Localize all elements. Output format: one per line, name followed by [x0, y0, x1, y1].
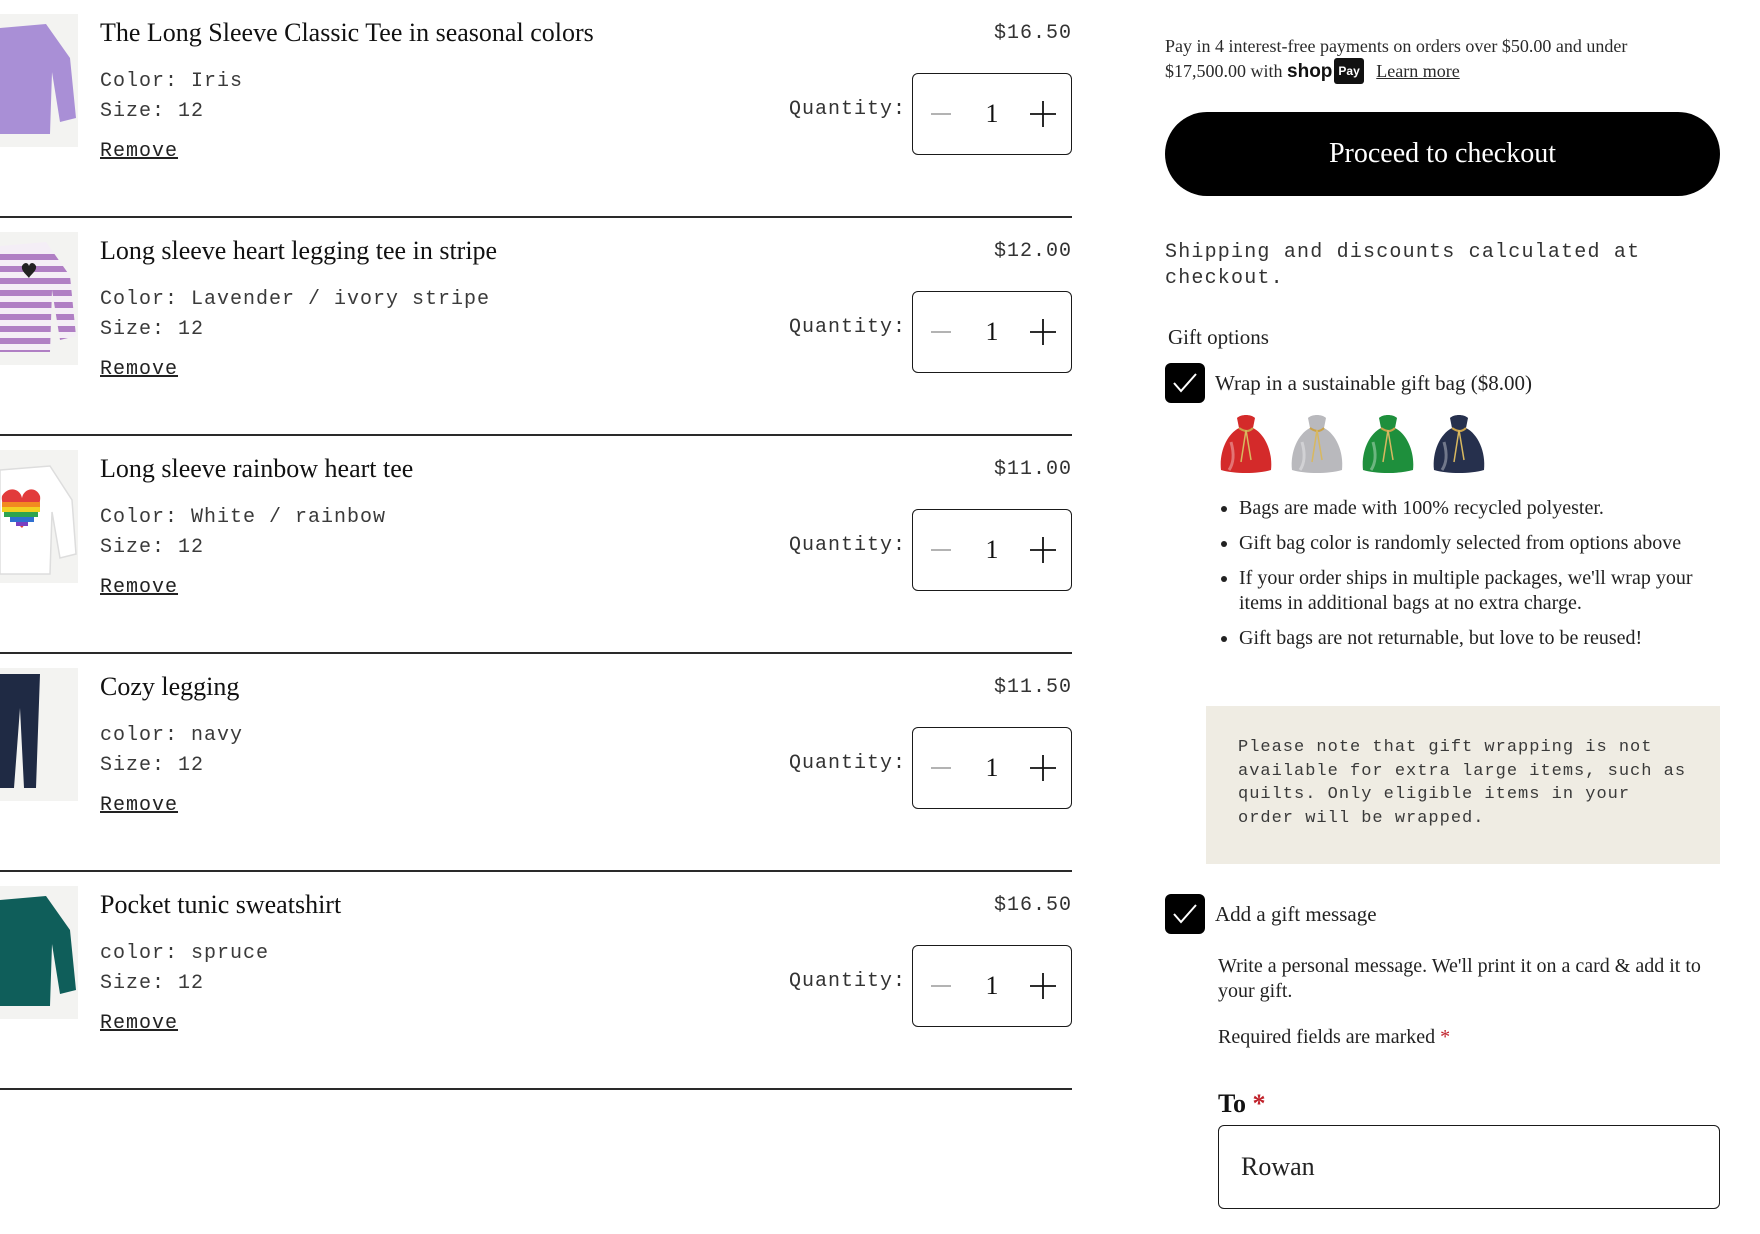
learn-more-link[interactable]: Learn more [1376, 61, 1460, 81]
quantity-value[interactable]: 1 [985, 971, 999, 1000]
cart-item-5 [0, 872, 1072, 1090]
plus-icon [1029, 972, 1057, 1000]
increase-quantity-button[interactable] [1015, 510, 1071, 590]
plus-icon [1029, 536, 1057, 564]
product-image[interactable] [0, 886, 78, 1019]
shipping-note: Shipping and discounts calculated at checkout. [1165, 241, 1641, 290]
plus-icon [1029, 318, 1057, 346]
checkmark-icon [1172, 903, 1198, 925]
product-price: $16.50 [993, 22, 1072, 45]
product-color: color: spruce [100, 942, 270, 965]
gift-bag-swatch [1217, 412, 1275, 476]
product-price: $11.00 [993, 458, 1072, 481]
remove-link[interactable]: Remove [100, 794, 179, 817]
remove-link[interactable]: Remove [100, 576, 179, 599]
increase-quantity-button[interactable] [1015, 292, 1071, 372]
tee-image [0, 450, 78, 583]
increase-quantity-button[interactable] [1015, 728, 1071, 808]
plus-icon [1029, 754, 1057, 782]
product-size: Size: 12 [100, 972, 205, 995]
shirt-image [0, 232, 78, 365]
quantity-stepper [912, 73, 1072, 155]
increase-quantity-button[interactable] [1015, 946, 1071, 1026]
gift-bag-icon [1217, 412, 1275, 476]
decrease-quantity-button[interactable] [913, 510, 969, 590]
product-image[interactable] [0, 668, 78, 801]
cart-item-4 [0, 654, 1072, 872]
product-price: $11.50 [993, 676, 1072, 699]
quantity-value[interactable]: 1 [985, 99, 999, 128]
remove-link[interactable]: Remove [100, 358, 179, 381]
product-title[interactable]: Long sleeve heart legging tee in stripe [100, 236, 498, 265]
gift-wrap-label[interactable]: Wrap in a sustainable gift bag ($8.00) [1215, 371, 1532, 395]
gift-bag-swatch [1430, 412, 1488, 476]
quantity-stepper [912, 727, 1072, 809]
gift-bag-icon [1359, 412, 1417, 476]
gift-bag-info-list [1217, 496, 1729, 661]
legging-image [0, 668, 78, 801]
quantity-value[interactable]: 1 [985, 753, 999, 782]
required-star: * [1252, 1089, 1266, 1118]
gift-bag-icon [1288, 412, 1346, 476]
increase-quantity-button[interactable] [1015, 74, 1071, 154]
product-size: Size: 12 [100, 536, 205, 559]
shirt-image [0, 886, 78, 1019]
product-price: $12.00 [993, 240, 1072, 263]
gift-message-intro: Write a personal message. We'll print it on a card & add it to your gift. [1218, 955, 1701, 1002]
to-label-text: To [1218, 1089, 1246, 1118]
required-star: * [1440, 1026, 1451, 1048]
minus-icon [930, 321, 952, 343]
remove-link[interactable]: Remove [100, 140, 179, 163]
gift-info-item: • Gift bag color is randomly selected from options above [1239, 531, 1729, 556]
product-color: color: navy [100, 724, 244, 747]
gift-options-heading: Gift options [1168, 325, 1269, 349]
minus-icon [930, 103, 952, 125]
shop-pay-logo [1287, 61, 1364, 82]
installments-text: Pay in 4 interest-free payments on orders over $50.00 and under $17,500.00 with [1165, 36, 1628, 81]
cart-item-3 [0, 436, 1072, 654]
quantity-label: Quantity: [788, 98, 906, 121]
product-title[interactable]: Cozy legging [100, 672, 240, 701]
gift-wrap-checkbox[interactable] [1165, 363, 1205, 403]
cart-item-1 [0, 0, 1072, 218]
shop-logo-text: shop [1287, 61, 1333, 82]
quantity-value[interactable]: 1 [985, 317, 999, 346]
minus-icon [930, 539, 952, 561]
product-title[interactable]: The Long Sleeve Classic Tee in seasonal colors [100, 18, 594, 47]
product-color: Color: Lavender / ivory stripe [100, 288, 491, 311]
decrease-quantity-button[interactable] [913, 74, 969, 154]
gift-bag-swatch [1359, 412, 1417, 476]
quantity-label: Quantity: [788, 316, 906, 339]
gift-info-item: • If your order ships in multiple packages, we'll wrap your items in additional bags at no extra charge. [1239, 566, 1729, 616]
gift-bag-options [1217, 412, 1488, 476]
installments-note [1165, 34, 1685, 84]
quantity-value[interactable]: 1 [985, 535, 999, 564]
plus-icon [1029, 100, 1057, 128]
quantity-label: Quantity: [788, 970, 906, 993]
quantity-stepper [912, 291, 1072, 373]
product-title[interactable]: Long sleeve rainbow heart tee [100, 454, 414, 483]
checkmark-icon [1172, 372, 1198, 394]
minus-icon [930, 757, 952, 779]
required-note-text: Required fields are marked [1218, 1026, 1436, 1048]
product-title[interactable]: Pocket tunic sweatshirt [100, 890, 342, 919]
product-color: Color: White / rainbow [100, 506, 387, 529]
cart-item-2 [0, 218, 1072, 436]
quantity-label: Quantity: [788, 752, 906, 775]
remove-link[interactable]: Remove [100, 1012, 179, 1035]
product-size: Size: 12 [100, 754, 205, 777]
pay-badge: Pay [1334, 58, 1363, 84]
gift-bag-swatch [1288, 412, 1346, 476]
to-recipient-input[interactable] [1218, 1125, 1720, 1209]
gift-bag-icon [1430, 412, 1488, 476]
decrease-quantity-button[interactable] [913, 292, 969, 372]
product-size: Size: 12 [100, 100, 205, 123]
quantity-label: Quantity: [788, 534, 906, 557]
product-image[interactable] [0, 450, 78, 583]
gift-message-label[interactable]: Add a gift message [1215, 902, 1377, 926]
shirt-image [0, 14, 78, 147]
minus-icon [930, 975, 952, 997]
gift-info-item: • Bags are made with 100% recycled polyester. [1239, 496, 1729, 521]
product-price: $16.50 [993, 894, 1072, 917]
product-image[interactable] [0, 14, 78, 147]
required-fields-note [1218, 1026, 1450, 1049]
product-image[interactable] [0, 232, 78, 365]
decrease-quantity-button[interactable] [913, 728, 969, 808]
gift-wrap-notice: Please note that gift wrapping is not available for extra large items, such as quilts. Only eligible items in your order will be wrapped. [1206, 706, 1720, 864]
decrease-quantity-button[interactable] [913, 946, 969, 1026]
product-color: Color: Iris [100, 70, 244, 93]
to-field-label [1218, 1089, 1265, 1119]
gift-message-checkbox[interactable] [1165, 894, 1205, 934]
product-size: Size: 12 [100, 318, 205, 341]
quantity-stepper [912, 945, 1072, 1027]
checkout-button[interactable]: Proceed to checkout [1165, 112, 1720, 196]
gift-info-item: • Gift bags are not returnable, but love to be reused! [1239, 626, 1729, 651]
quantity-stepper [912, 509, 1072, 591]
